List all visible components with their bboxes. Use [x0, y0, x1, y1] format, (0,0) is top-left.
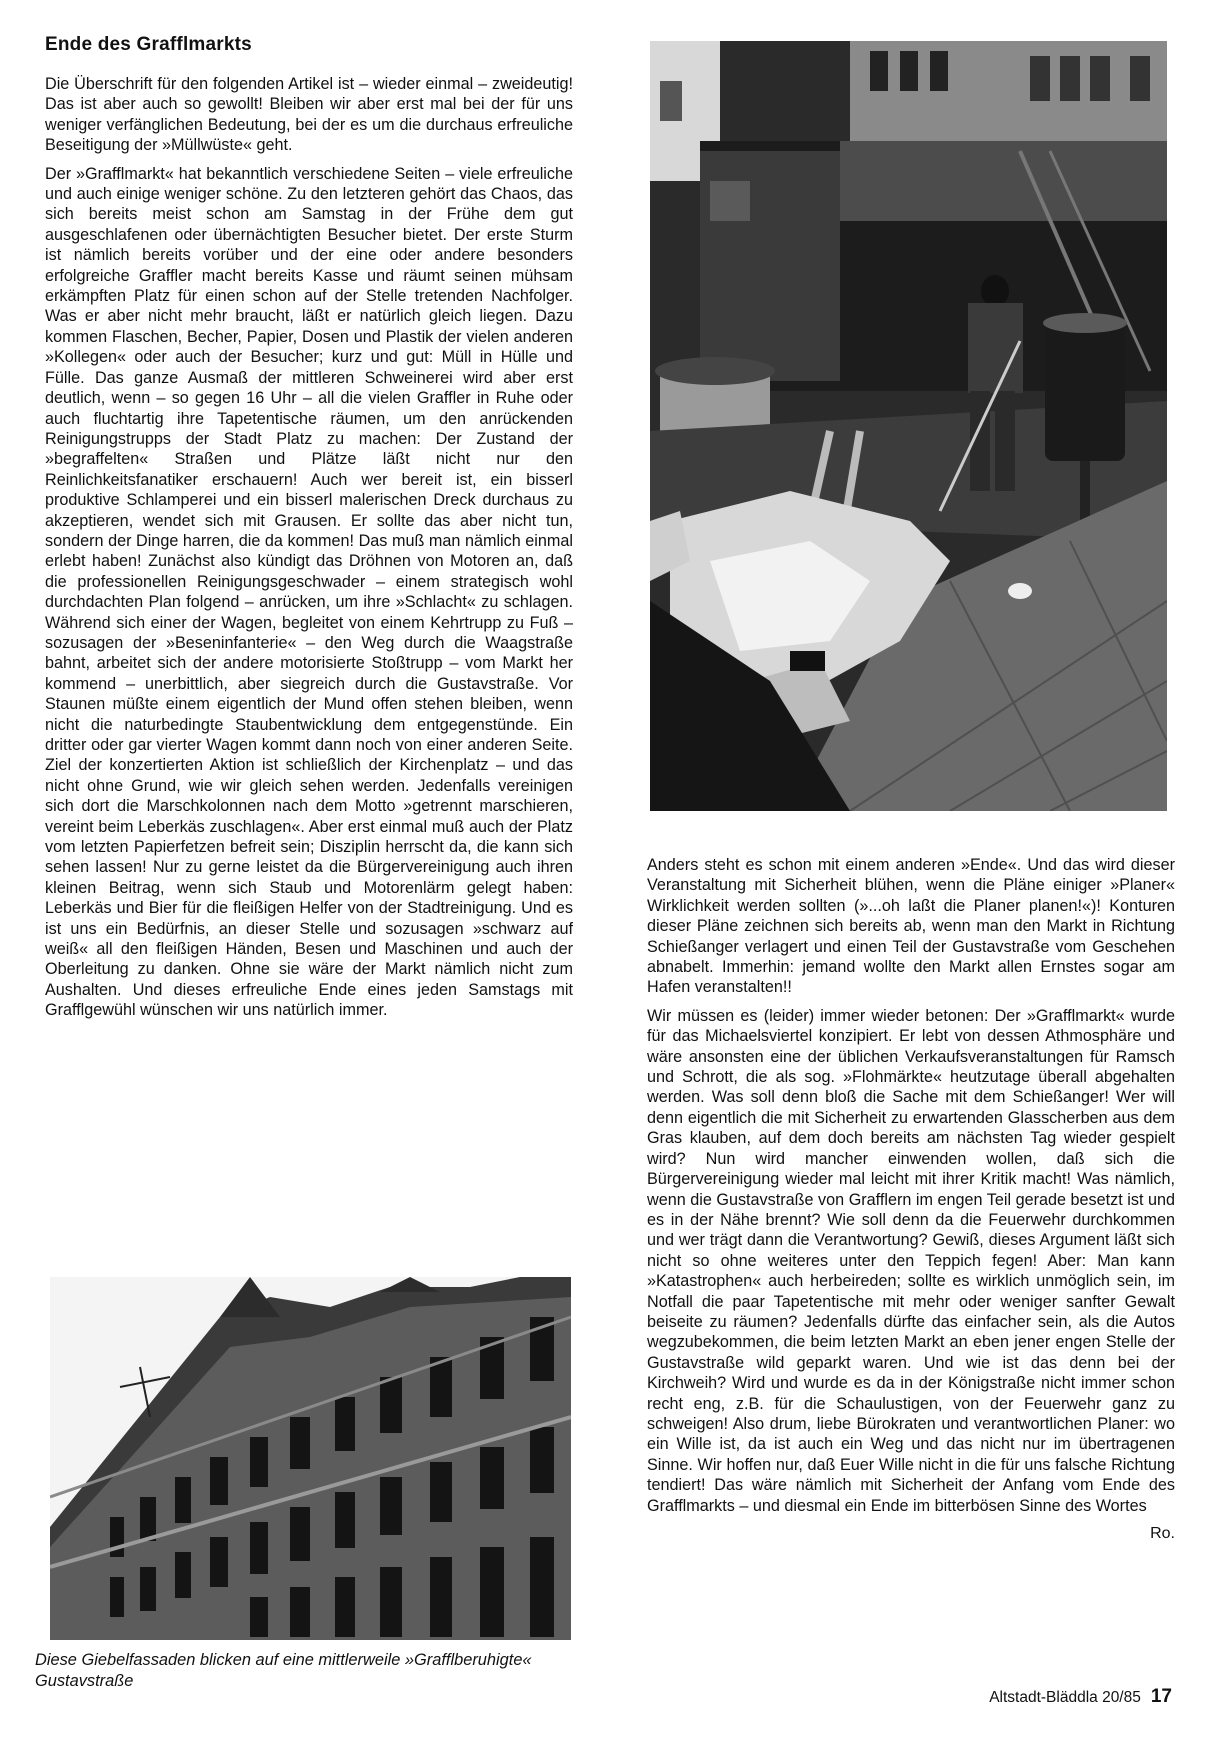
left-column — [45, 74, 573, 1029]
street-cleaning-photo — [650, 41, 1167, 811]
right-column — [647, 855, 1175, 1544]
paragraph: Wir müssen es (leider) immer wieder betonen: Der »Grafflmarkt« wurde für das Michaelsviertel konzipiert. Er lebt von dessen Athmosphäre und wäre ansonsten eine der üblichen Verkaufsveranstaltungen für Ramsch und Schrott, die als sog. »Flohmärkte« heutzutage überall abgehalten werden. Was soll denn bloß die Sache mit dem Schießanger! Wer will denn eigentlich die mit Sicherheit zu erwartenden Glasscherben aus dem Gras klauben, auf dem doch bereits am nächsten Tag wieder gespielt wird? Nun wird mancher einwenden wollen, daß sich die Bürgervereinigung wieder mal leicht mit ihrer Kritik macht! Was nämlich, wenn die Gustavstraße von Grafflern im engen Teil gerade besetzt ist und es in der Nähe brennt? Wie soll denn da die Feuerwehr durchkommen und wer trägt dann die Verantwortung? Gewiß, dieses Argument läßt sich nicht so ohne weiteres unter den Teppich fegen! Aber: Man kann »Katastrophen« auch herbeireden; sollte es wirklich unmöglich sein, im Notfall die paar Tapetentische mit mehr oder weniger sanfter Gewalt beiseite zu räumen? Jedenfalls dürfte das einfacher sein, als die Autos wegzubekommen, die beim letzten Markt an eben jener engen Stelle der Gustavstraße wild geparkt waren. Und wie ist das denn bei der Kirchweih? Wird und wurde es da in der Königstraße nicht immer schon recht eng, z.B. für die Schaulustigen, von der Feuerwehr ganz zu schweigen! Also drum, liebe Bürokraten und verantwortlichen Planer: wo ein Wille ist, da ist auch ein Weg und das nicht nur im übertragenen Sinne. Wir hoffen nur, daß Euer Wille nicht in die für uns falsche Richtung tendiert! Das wäre nämlich mit Sicherheit der Anfang vom Ende des Grafflmarkts – und diesmal ein Ende im bitterbösen Sinne des Wortes — [647, 1006, 1175, 1515]
author-signature: Ro. — [1150, 1525, 1175, 1542]
facade-photo — [50, 1277, 571, 1640]
paragraph: Anders steht es schon mit einem anderen »Ende«. Und das wird dieser Veranstaltung mit Sicherheit blühen, wenn die Pläne einiger »Planer« Wirklichkeit werden sollten (»...oh laßt die Planer planen!«)! Konturen dieser Pläne zeichnen sich bereits ab, wenn man den Markt in Richtung Schießanger verlagert und einen Teil der Gustavstraße vom Geschehen abnabelt. Immerhin: jemand wollte den Markt allen Ernstes sogar am Hafen veranstalten!! — [647, 856, 1175, 997]
publication-name: Altstadt-Bläddla 20/85 — [989, 1689, 1141, 1706]
photo-caption: Diese Giebelfassaden blicken auf eine mittlerweile »Grafflberuhigte« Gustavstraße — [35, 1651, 532, 1690]
paragraph: Die Überschrift für den folgenden Artikel ist – wieder einmal – zweideutig! Das ist aber auch so gewollt! Bleiben wir aber erst mal bei der für uns weniger verfänglichen Bedeutung, bei der es um die durchaus erfreuliche Beseitigung der »Müllwüste« geht. — [45, 75, 573, 155]
article-title: Ende des Grafflmarkts — [45, 34, 252, 55]
paragraph: Der »Grafflmarkt« hat bekanntlich verschiedene Seiten – viele erfreuliche und auch einige weniger schöne. Zu den letzteren gehört das Chaos, das sich bereits meist schon am Samstag in der Frühe dem gut ausgeschlafenen oder übernächtigten Besucher bietet. Der erste Sturm ist nämlich bereits vorüber und der eine oder andere besonders erfolgreiche Graffler macht bereits Kasse und räumt seinen mühsam erkämpften Platz für einen schon auf der Stelle tretenden Nachfolger. Was er aber nicht mehr braucht, läßt er natürlich gleich liegen. Dazu kommen Flaschen, Becher, Papier, Dosen und Plastik der vielen anderen »Kollegen« oder auch der Besucher; kurz und gut: Müll in Hülle und Fülle. Das ganze Ausmaß der mittleren Schweinerei wird aber erst deutlich, wenn – so gegen 16 Uhr – all die vielen Graffler in Ruhe oder auch fluchtartig ihre Tapetentische räumen, um den anrückenden Reinigungstrupps der Stadt Platz zu machen: Der Zustand der »begraffelten« Straßen und Plätze läßt nicht nur den Reinlichkeitsfanatiker erschauern! Auch wer bereit ist, ein bisserl produktive Schlamperei und ein bisserl malerischen Dreck durchaus zu akzeptieren, wendet sich mit Grausen. Er sollte das aber nicht tun, sondern der Dinge harren, die da kommen! Das muß man nämlich einmal erlebt haben! Zunächst also kündigt das Dröhnen von Motoren an, daß die professionellen Reinigungsgeschwader – einem strategisch wohl durchdachten Plan folgend – anrücken, um ihre »Schlacht« zu schlagen. Während sich einer der Wagen, begleitet von einem Kehrtrupp zu Fuß – sozusagen der »Beseninfanterie« – den Weg durch die Waagstraße bahnt, arbeitet sich der andere motorisierte Stoßtrupp – vom Markt her kommend – unerbittlich, aber siegreich durch die Gustavstraße. Vor Staunen müßte einem eigentlich der Mund offen stehen bleiben, wenn nicht die naturbedingte Staubentwicklung dem entgegenstünde. Ein dritter oder gar vierter Wagen kommt dann noch von einer anderen Seite. Ziel der konzertierten Aktion ist schließlich der Kirchenplatz – und das nicht ohne Grund, wie wir gleich sehen werden. Jedenfalls vereinigen sich dort die Marschkolonnen nach dem Motto »getrennt marschieren, vereint beim Leberkäs zuschlagen«. Aber erst einmal muß auch der Platz vom letzten Papierfetzen befreit sein; Disziplin herrscht da, die kann sich sehen lassen! Nur zu gerne leistet da die Bürgervereinigung auch ihren kleinen Beitrag, wenn sich Staub und Motorenlärm gelegt haben: Leberkäs und Bier für die fleißigen Helfer von der Stadtreinigung. Und es ist uns ein Bedürfnis, an dieser Stelle und sozusagen »schwarz auf weiß« all den fleißigen Händen, Besen und Maschinen und auch der Oberleitung zu danken. Ohne sie wäre der Markt nämlich nicht zum Aushalten. Und dieses erfreuliche Ende eines jeden Samstags mit Grafflgewühl wünschen wir uns natürlich immer. — [45, 164, 573, 1020]
page-footer — [989, 1686, 1172, 1708]
page-number: 17 — [1150, 1686, 1172, 1707]
